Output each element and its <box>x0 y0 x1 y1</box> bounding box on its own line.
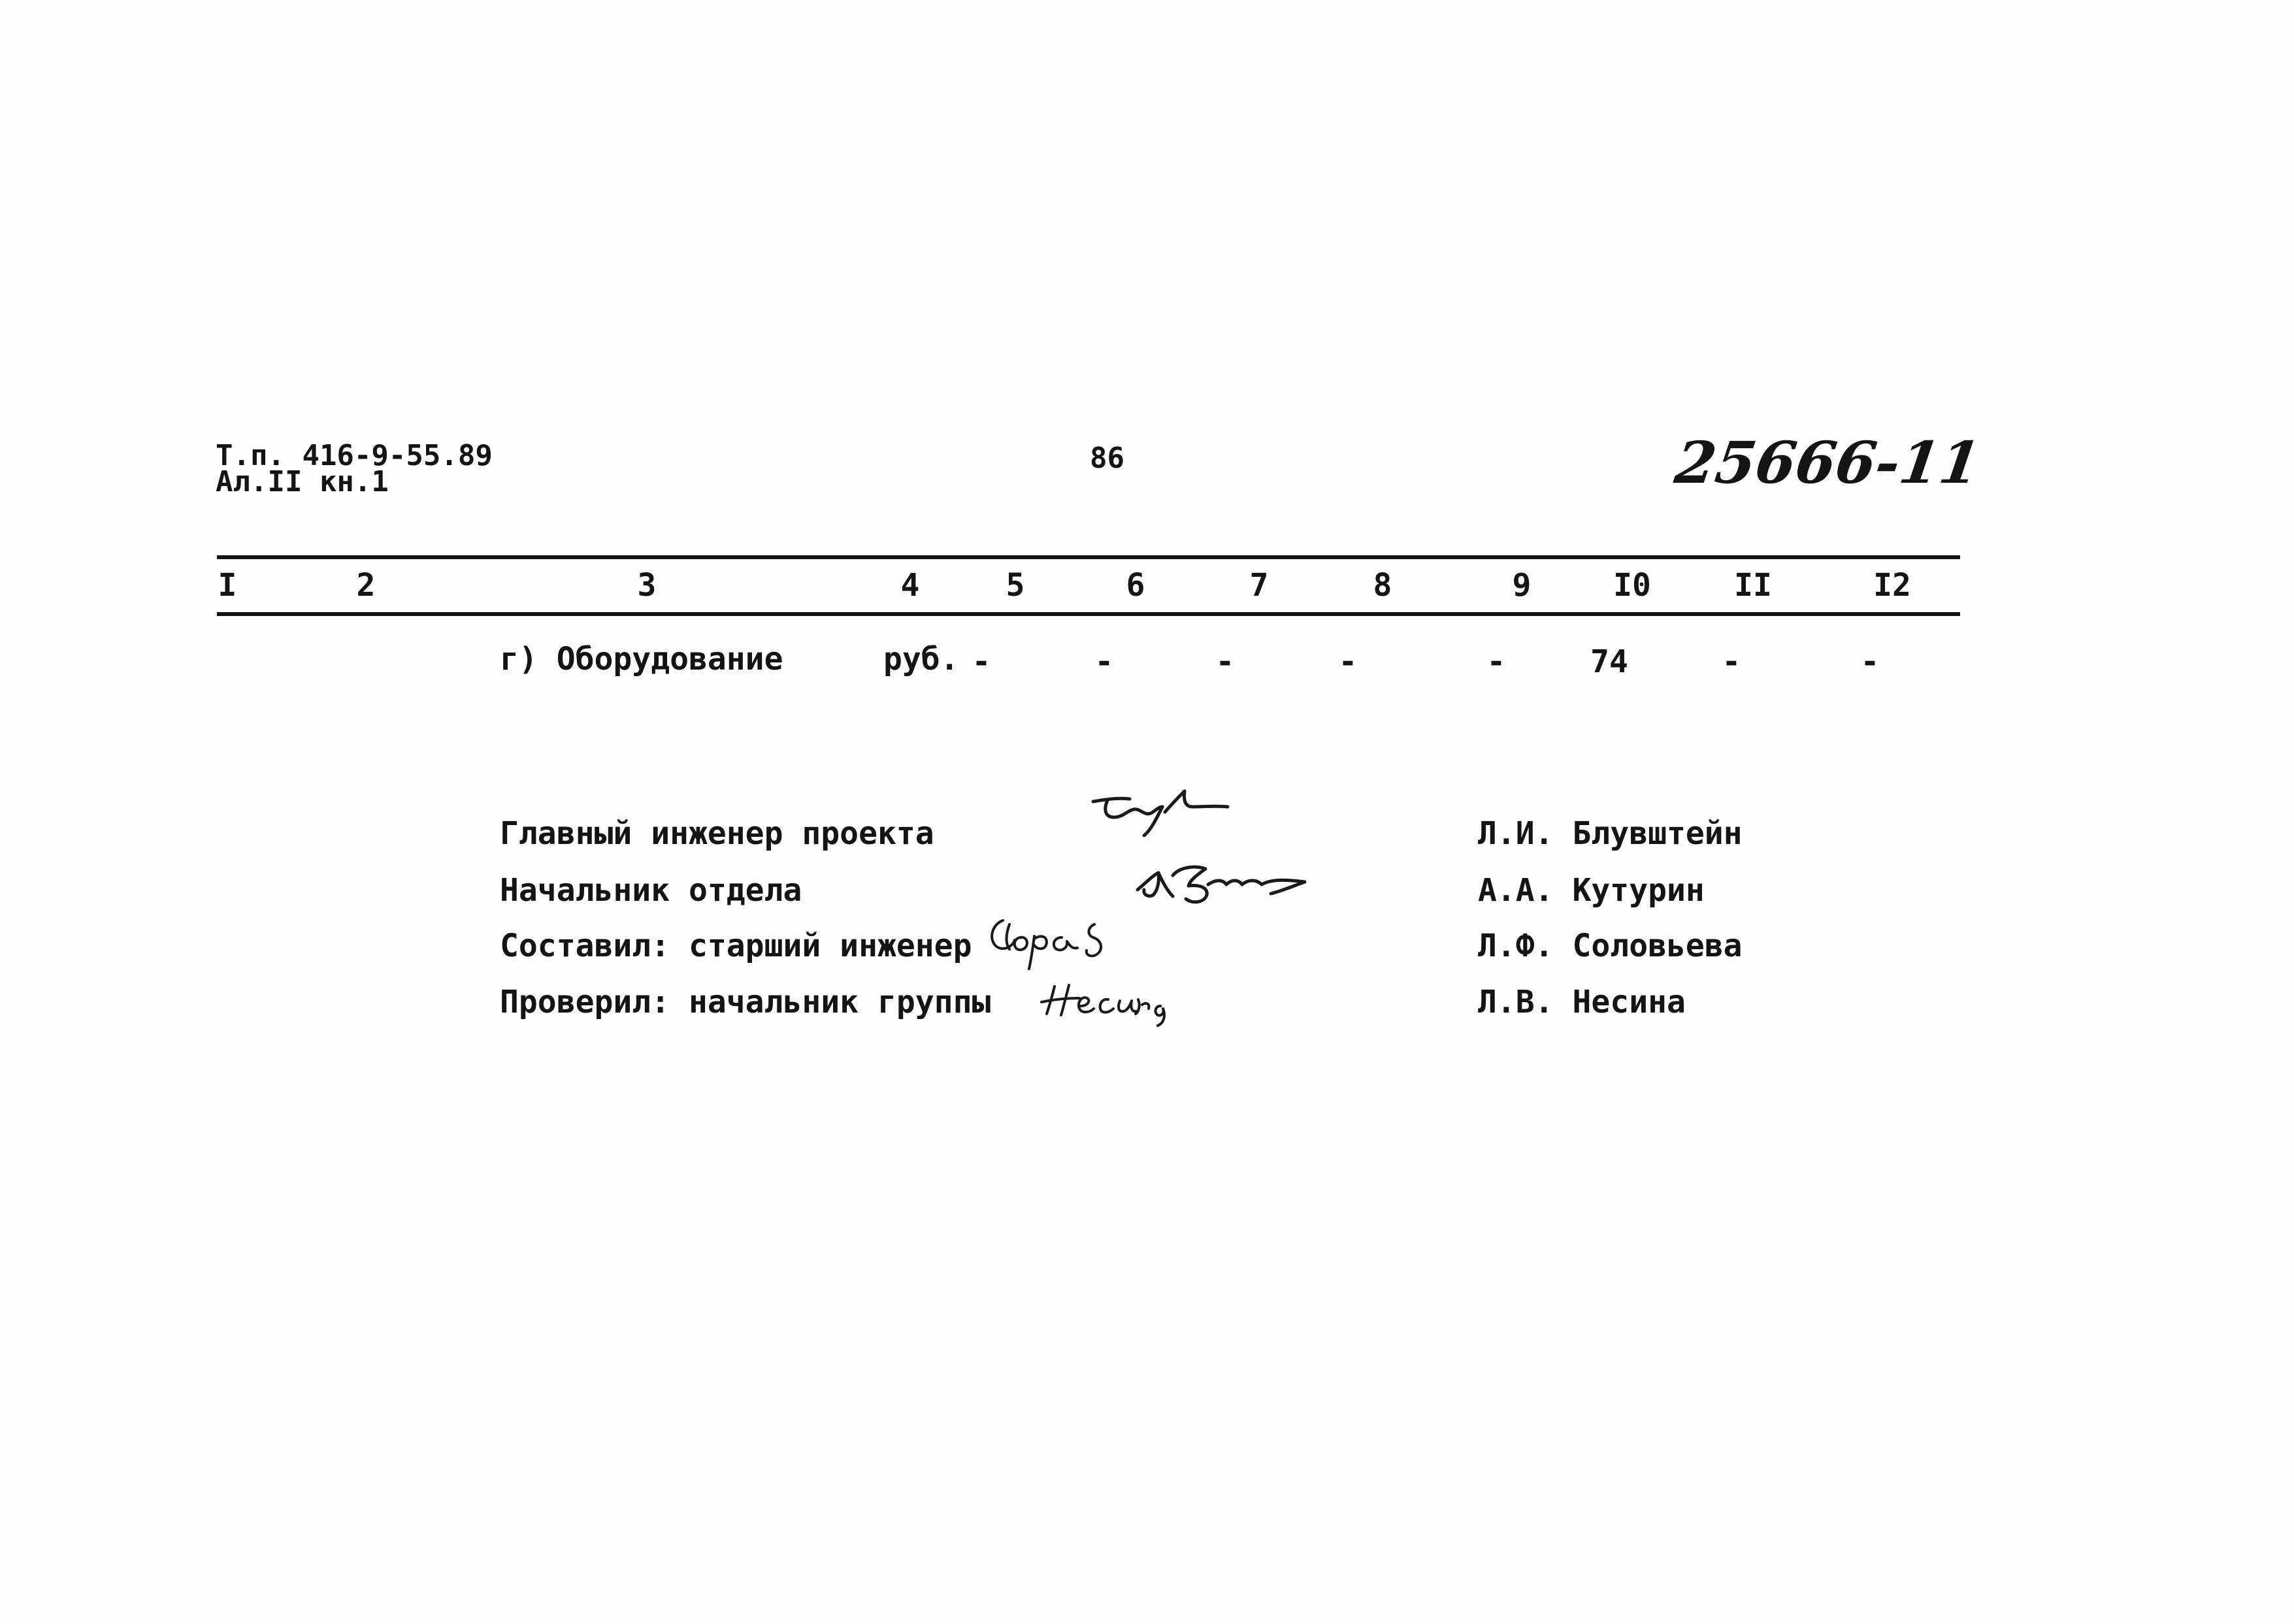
row-value-col12: - <box>1860 643 1880 680</box>
signature-name-1: Л.И. Блувштейн <box>1478 815 1743 852</box>
table-header-rule <box>217 612 1960 616</box>
column-header-12: I2 <box>1873 567 1911 604</box>
column-header-10: I0 <box>1613 567 1651 604</box>
doc-ref-line1-text: Т.п. 416-9-55.89 <box>216 439 493 472</box>
table-top-rule <box>217 555 1960 559</box>
signature-position-1: Главный инженер проекта <box>500 815 934 852</box>
column-header-3: 3 <box>637 567 657 604</box>
signature-position-4: Проверил: начальник группы <box>500 984 991 1020</box>
handwritten-signature-2 <box>1134 856 1317 915</box>
column-header-6: 6 <box>1126 567 1145 604</box>
signature-name-2: А.А. Кутурин <box>1478 872 1705 909</box>
row-value-col7: - <box>1215 643 1235 680</box>
signature-name-3: Л.Ф. Соловьева <box>1478 928 1743 964</box>
column-header-4: 4 <box>900 567 920 604</box>
row-item-label: г) Оборудование <box>500 641 783 677</box>
doc-ref-line2 <box>216 465 389 498</box>
column-header-1: I <box>218 567 237 604</box>
handwritten-signature-3 <box>983 911 1127 977</box>
page-number: 86 <box>1090 442 1124 475</box>
row-value-col6: - <box>1094 643 1114 680</box>
signature-name-4: Л.В. Несина <box>1478 984 1686 1020</box>
row-unit: руб. <box>883 641 959 677</box>
row-value-col11: - <box>1722 643 1741 680</box>
row-value-col10: 74 <box>1590 643 1628 680</box>
signature-position-3: Составил: старший инженер <box>500 928 972 964</box>
column-header-8: 8 <box>1373 567 1392 604</box>
column-header-5: 5 <box>1006 567 1025 604</box>
row-value-col9: - <box>1486 643 1506 680</box>
row-value-col8: - <box>1338 643 1358 680</box>
doc-ref-line2-text: Ал.II кн.1 <box>216 465 389 498</box>
document-number: 25666-11 <box>1671 429 1985 496</box>
column-header-11: II <box>1734 567 1772 604</box>
column-header-9: 9 <box>1512 567 1532 604</box>
handwritten-signature-4 <box>1040 980 1171 1026</box>
column-header-7: 7 <box>1249 567 1269 604</box>
column-header-2: 2 <box>356 567 376 604</box>
row-value-col5: - <box>972 643 991 680</box>
handwritten-signature-1 <box>1088 787 1245 839</box>
signature-position-2: Начальник отдела <box>500 872 802 909</box>
